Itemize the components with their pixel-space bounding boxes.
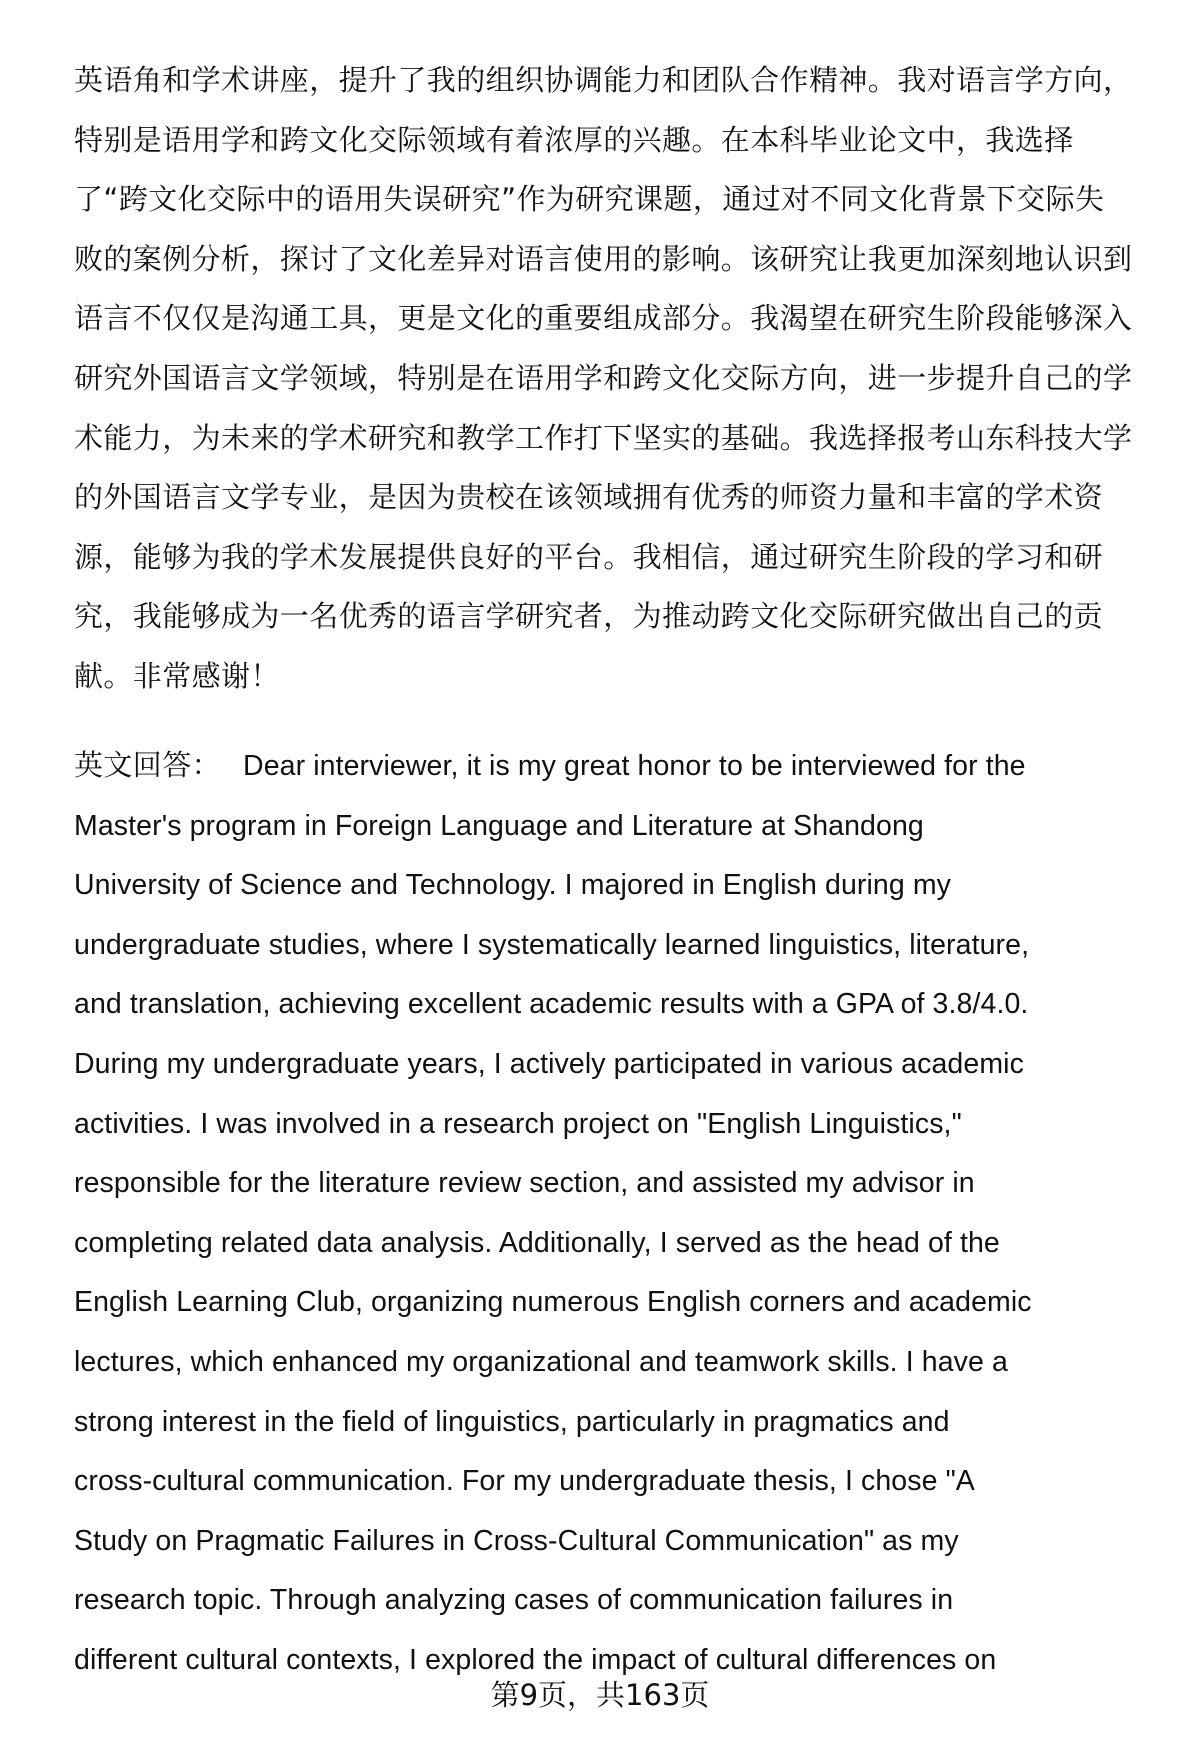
chinese-text-line: 败的案例分析，探讨了文化差异对语言使用的影响。该研究让我更加深刻地认识到 — [74, 241, 1133, 276]
english-text-line — [74, 1521, 959, 1561]
english-text: undergraduate studies, where I systematically learned linguistics, literature, — [74, 928, 1030, 961]
english-text: and translation, achieving excellent academic results with a GPA of 3.8/4.0. — [74, 988, 1029, 1021]
english-text: Study on Pragmatic Failures in Cross-Cultural Communication" as my — [74, 1524, 959, 1557]
english-text-line — [74, 1640, 996, 1680]
chinese-text-line: 献。非常感谢！ — [74, 659, 280, 693]
english-text-line — [74, 1580, 953, 1620]
chinese-text-line: 语言不仅仅是沟通工具，更是文化的重要组成部分。我渴望在研究生阶段能够深入 — [74, 301, 1133, 336]
english-text: Master's program in Foreign Language and Literature at Shandong — [74, 809, 924, 842]
english-text-line — [74, 1402, 950, 1442]
english-text-line — [74, 1342, 1008, 1382]
english-text-line — [74, 806, 924, 846]
english-text-line — [74, 1044, 1024, 1084]
english-text-line — [74, 865, 951, 905]
english-text: English Learning Club, organizing numerous English corners and academic — [74, 1286, 1032, 1319]
english-answer-label: 英文回答： — [74, 750, 222, 782]
chinese-text-line: 特别是语用学和跨文化交际领域有着浓厚的兴趣。在本科毕业论文中，我选择 — [74, 122, 1074, 157]
chinese-text-line: 源，能够为我的学术发展提供良好的平台。我相信，通过研究生阶段的学习和研 — [74, 539, 1104, 574]
english-text: activities. I was involved in a research project on "English Linguistics," — [74, 1107, 962, 1140]
english-text: responsible for the literature review section, and assisted my advisor in — [74, 1167, 975, 1200]
english-text: University of Science and Technology. I majored in English during my — [74, 869, 952, 902]
english-text-line — [74, 1163, 975, 1203]
english-text: strong interest in the field of linguistics, particularly in pragmatics and — [74, 1405, 950, 1438]
english-text-line — [74, 1282, 1032, 1322]
page-number: 第9页，共163页 — [490, 1678, 710, 1712]
english-text: completing related data analysis. Additionally, I served as the head of the — [74, 1226, 1000, 1259]
english-text: lectures, which enhanced my organizational and teamwork skills. I have a — [74, 1346, 1008, 1378]
chinese-text-line: 了“跨文化交际中的语用失误研究”作为研究课题，通过对不同文化背景下交际失 — [74, 182, 1105, 217]
chinese-text-line: 术能力，为未来的学术研究和教学工作打下坚实的基础。我选择报考山东科技大学 — [74, 420, 1133, 455]
english-text: Dear interviewer, it is my great honor to be interviewed for the — [243, 750, 1026, 782]
english-text: cross-cultural communication. For my undergraduate thesis, I chose "A — [74, 1465, 975, 1498]
chinese-text-line: 究，我能够成为一名优秀的语言学研究者，为推动跨文化交际研究做出自己的贡 — [74, 599, 1104, 634]
english-text-line — [74, 1104, 962, 1144]
english-text: different cultural contexts, I explored the impact of cultural differences on — [74, 1644, 997, 1676]
chinese-text-line: 研究外国语言文学领域，特别是在语用学和跨文化交际方向，进一步提升自己的学 — [74, 361, 1133, 395]
english-text: During my undergraduate years, I actively participated in various academic — [74, 1048, 1024, 1080]
chinese-text-line: 的外国语言文学专业，是因为贵校在该领域拥有优秀的师资力量和丰富的学术资 — [74, 480, 1104, 515]
chinese-text-line: 英语角和学术讲座，提升了我的组织协调能力和团队合作精神。我对语言学方向， — [74, 63, 1133, 97]
english-text-line — [74, 1461, 975, 1501]
english-text-line — [74, 925, 1029, 965]
english-text: research topic. Through analyzing cases of communication failures in — [74, 1584, 954, 1617]
english-text-line — [74, 1223, 1000, 1263]
english-text-line — [74, 984, 1028, 1024]
english-text-line — [74, 746, 1026, 786]
